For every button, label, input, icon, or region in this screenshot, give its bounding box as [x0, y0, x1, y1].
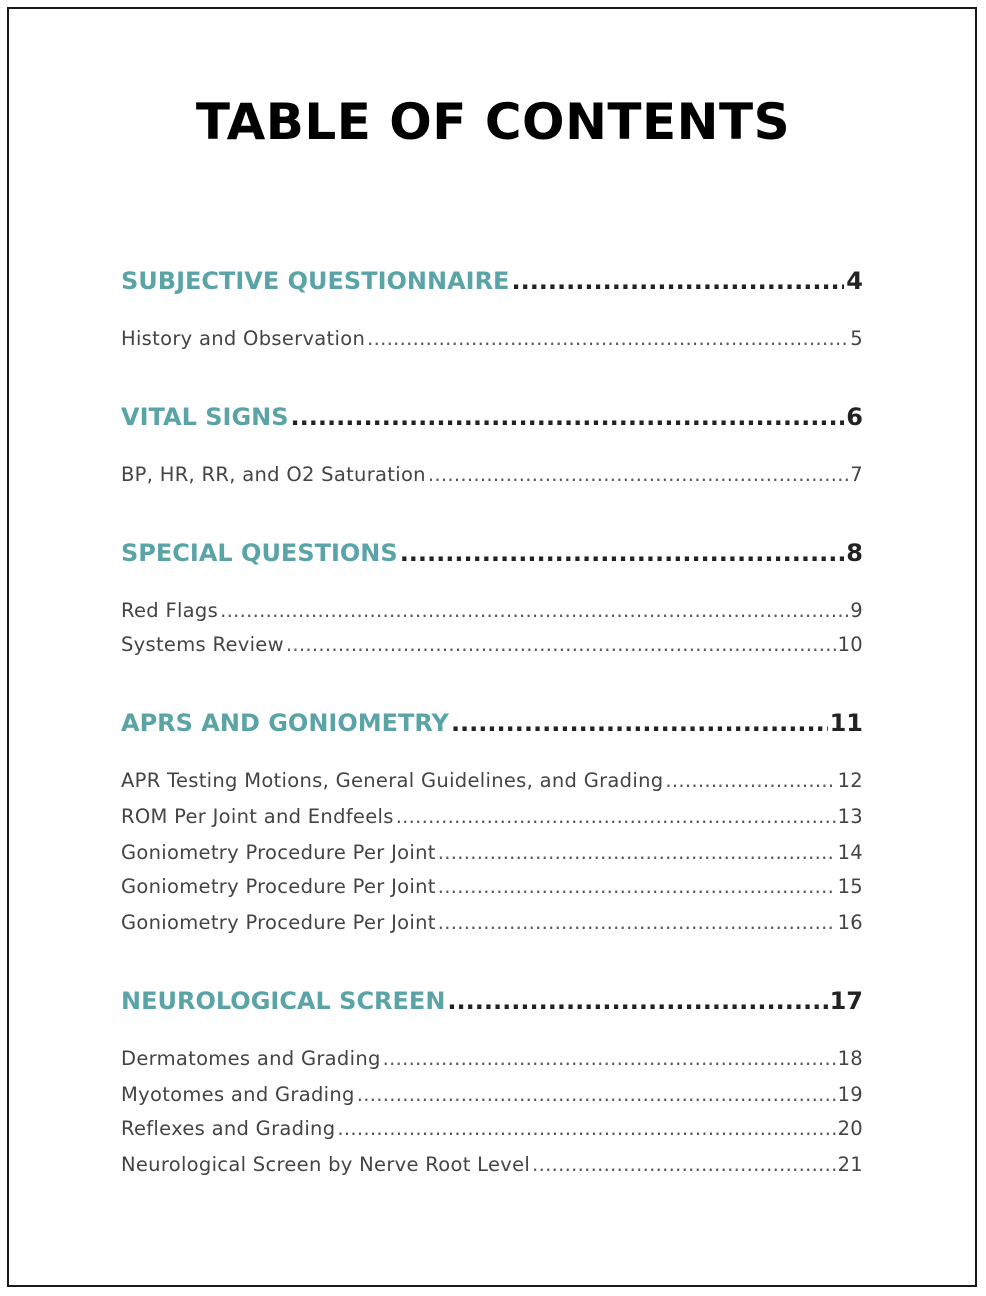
entry-label: History and Observation [121, 327, 366, 350]
dot-leader [451, 708, 828, 738]
dot-leader [532, 1152, 835, 1178]
dot-leader [220, 598, 848, 624]
entry-page-number: 18 [837, 1047, 863, 1070]
entry-label: ROM Per Joint and Endfeels [121, 805, 394, 828]
toc-entry[interactable] [121, 1152, 863, 1178]
section-label: NEUROLOGICAL SCREEN [121, 987, 446, 1015]
dot-leader [291, 402, 845, 432]
entry-page-number: 20 [837, 1117, 863, 1140]
toc-entry[interactable] [121, 840, 863, 866]
entry-label: Neurological Screen by Nerve Root Level [121, 1153, 531, 1176]
entry-label: Goniometry Procedure Per Joint [121, 875, 436, 898]
dot-leader [665, 768, 835, 794]
toc-entry[interactable] [121, 768, 863, 794]
toc-entry[interactable] [121, 462, 863, 488]
entry-label: Goniometry Procedure Per Joint [121, 841, 436, 864]
toc-section-vital-signs[interactable] [121, 402, 863, 432]
entry-label: Dermatomes and Grading [121, 1047, 381, 1070]
section-page-number: 8 [846, 539, 863, 567]
entry-page-number: 16 [837, 911, 863, 934]
dot-leader [337, 1116, 835, 1142]
toc-section-neurological-screen[interactable] [121, 986, 863, 1016]
entry-label: BP, HR, RR, and O2 Saturation [121, 463, 426, 486]
page-title: TABLE OF CONTENTS [195, 93, 791, 151]
entry-label: Reflexes and Grading [121, 1117, 336, 1140]
dot-leader [396, 804, 836, 830]
toc-entry[interactable] [121, 874, 863, 900]
section-page-number: 11 [829, 709, 863, 737]
dot-leader [511, 266, 844, 296]
section-page-number: 6 [846, 403, 863, 431]
entry-label: Goniometry Procedure Per Joint [121, 911, 436, 934]
toc-entry[interactable] [121, 1116, 863, 1142]
dot-leader [400, 538, 845, 568]
toc-section-aprs-and-goniometry[interactable] [121, 708, 863, 738]
toc-entry[interactable] [121, 804, 863, 830]
entry-label: Systems Review [121, 633, 284, 656]
toc-entry[interactable] [121, 1046, 863, 1072]
entry-page-number: 12 [837, 769, 863, 792]
entry-page-number: 14 [837, 841, 863, 864]
toc-section-subjective-questionnaire[interactable] [121, 266, 863, 296]
dot-leader [438, 910, 836, 936]
toc-entry[interactable] [121, 632, 863, 658]
entry-page-number: 9 [850, 599, 863, 622]
dot-leader [286, 632, 836, 658]
section-label: SPECIAL QUESTIONS [121, 539, 398, 567]
entry-page-number: 13 [837, 805, 863, 828]
section-page-number: 17 [829, 987, 863, 1015]
dot-leader [428, 462, 848, 488]
entry-page-number: 15 [837, 875, 863, 898]
toc-entry[interactable] [121, 1082, 863, 1108]
dot-leader [367, 326, 848, 352]
entry-page-number: 7 [850, 463, 863, 486]
entry-label: APR Testing Motions, General Guidelines, and Grading [121, 769, 664, 792]
dot-leader [383, 1046, 836, 1072]
entry-page-number: 5 [850, 327, 863, 350]
toc-section-special-questions[interactable] [121, 538, 863, 568]
entry-page-number: 10 [837, 633, 863, 656]
toc-entry[interactable] [121, 326, 863, 352]
entry-page-number: 19 [837, 1083, 863, 1106]
dot-leader [438, 840, 836, 866]
entry-label: Myotomes and Grading [121, 1083, 355, 1106]
section-label: SUBJECTIVE QUESTIONNAIRE [121, 267, 510, 295]
dot-leader [357, 1082, 836, 1108]
section-page-number: 4 [846, 267, 863, 295]
dot-leader [438, 874, 836, 900]
section-label: VITAL SIGNS [121, 403, 289, 431]
toc-entry[interactable] [121, 910, 863, 936]
toc-entry[interactable] [121, 598, 863, 624]
dot-leader [447, 986, 827, 1016]
entry-page-number: 21 [837, 1153, 863, 1176]
entry-label: Red Flags [121, 599, 219, 622]
section-label: APRS AND GONIOMETRY [121, 709, 449, 737]
